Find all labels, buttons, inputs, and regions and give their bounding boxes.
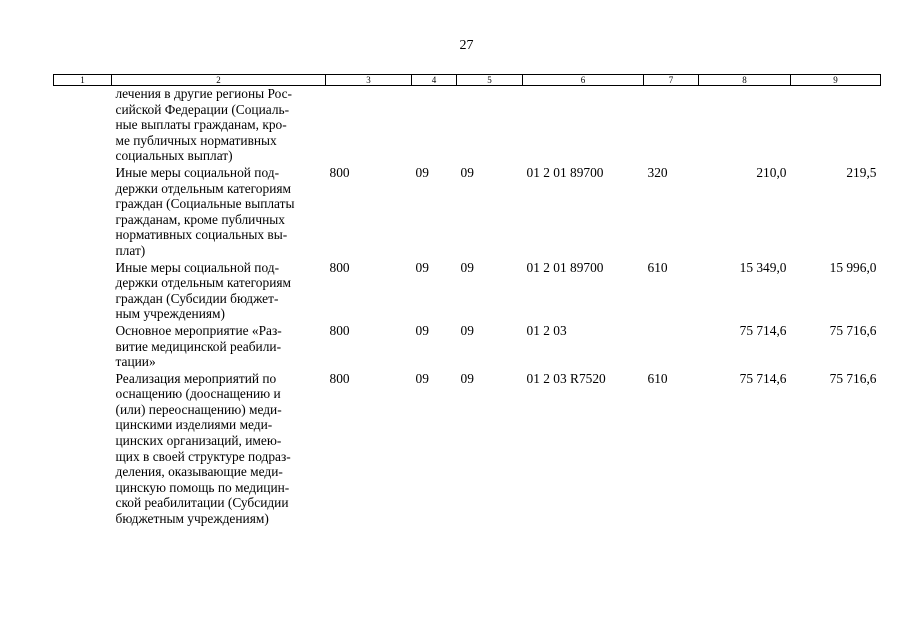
row-name-line: ской реабилитации (Субсидии (115, 495, 289, 511)
row-col-9: 219,5 (846, 164, 877, 180)
column-header-6: 6 (523, 75, 644, 86)
table-row (54, 371, 881, 528)
row-col-4: 09 (415, 164, 429, 180)
column-header-1: 1 (54, 75, 112, 86)
row-col-6: 01 2 03 R7520 (526, 370, 606, 386)
row-name-line: социальных выплат) (115, 148, 233, 164)
row-col-3 (326, 86, 412, 165)
row-col-6: 01 2 03 (526, 322, 567, 338)
table-row (54, 165, 881, 260)
column-header-5: 5 (457, 75, 523, 86)
row-col-4: 09 (415, 322, 429, 338)
row-col-8 (699, 86, 791, 165)
row-name-line: цинских организаций, имею- (115, 433, 282, 449)
row-col-7: 610 (647, 370, 668, 386)
row-col-3: 800 (329, 322, 350, 338)
row-col-3: 800 (329, 164, 350, 180)
row-col-1 (54, 260, 112, 323)
row-col-5: 09 (460, 322, 474, 338)
row-name-line: лечения в другие регионы Рос- (115, 86, 293, 101)
row-name-line: Иные меры социальной под- (115, 164, 280, 180)
column-header-8: 8 (699, 75, 791, 86)
row-name-cell (112, 86, 326, 165)
row-col-1 (54, 86, 112, 165)
table-row (54, 86, 881, 165)
table-row (54, 323, 881, 371)
row-col-6: 01 2 01 89700 (526, 164, 604, 180)
column-header-7: 7 (644, 75, 699, 86)
row-name-line: оснащению (дооснащению и (115, 386, 281, 402)
row-name-line: цинскую помощь по медицин- (115, 479, 290, 495)
row-name-line: тации» (115, 354, 156, 370)
column-header-9: 9 (791, 75, 881, 86)
row-name-line: нормативных социальных вы- (115, 227, 288, 243)
row-col-6: 01 2 01 89700 (526, 259, 604, 275)
row-name-line: щих в своей структуре подраз- (115, 448, 291, 464)
row-name-cell (112, 260, 326, 323)
row-col-4: 09 (415, 259, 429, 275)
row-col-5: 09 (460, 370, 474, 386)
row-col-5: 09 (460, 259, 474, 275)
row-col-7 (644, 323, 699, 371)
row-col-8: 75 714,6 (739, 322, 787, 338)
row-col-1 (54, 371, 112, 528)
row-col-7: 610 (647, 259, 668, 275)
row-col-7 (644, 86, 699, 165)
row-name-line: плат) (115, 242, 146, 258)
row-name-line: бюджетным учреждениям) (115, 511, 269, 527)
row-name-line: деления, оказывающие меди- (115, 464, 283, 480)
row-col-7: 320 (647, 164, 668, 180)
column-header-3: 3 (326, 75, 412, 86)
row-name-line: сийской Федерации (Социаль- (115, 101, 290, 117)
row-name-line: (или) переоснащению) меди- (115, 401, 282, 417)
row-col-9: 75 716,6 (829, 370, 877, 386)
row-col-1 (54, 165, 112, 260)
row-col-4: 09 (415, 370, 429, 386)
row-name-line: держки отдельным категориям (115, 180, 291, 196)
column-header-2: 2 (112, 75, 326, 86)
row-col-8: 15 349,0 (739, 259, 787, 275)
row-name-cell (112, 371, 326, 528)
row-col-5: 09 (460, 164, 474, 180)
row-name-cell (112, 323, 326, 371)
row-name-line: держки отдельным категориям (115, 275, 291, 291)
row-name-line: граждан (Социальные выплаты (115, 196, 295, 212)
row-name-line: граждан (Субсидии бюджет- (115, 290, 279, 306)
row-name-line: Иные меры социальной под- (115, 259, 280, 275)
row-col-6 (523, 86, 644, 165)
table-row (54, 260, 881, 323)
budget-table (53, 74, 881, 528)
row-name-line: гражданам, кроме публичных (115, 211, 285, 227)
row-name-line: Реализация мероприятий по (115, 370, 277, 386)
row-name-line: ме публичных нормативных (115, 132, 277, 148)
row-name-line: ные выплаты гражданам, кро- (115, 117, 287, 133)
row-col-5 (457, 86, 523, 165)
row-name-line: витие медицинской реабили- (115, 338, 282, 354)
row-col-9 (791, 86, 881, 165)
row-name-line: Основное мероприятие «Раз- (115, 322, 282, 338)
row-name-line: цинскими изделиями меди- (115, 417, 273, 433)
row-col-8: 210,0 (756, 164, 787, 180)
column-header-4: 4 (412, 75, 457, 86)
row-name-line: ным учреждениям) (115, 306, 225, 322)
row-name-cell (112, 165, 326, 260)
row-col-9: 75 716,6 (829, 322, 877, 338)
row-col-8: 75 714,6 (739, 370, 787, 386)
row-col-1 (54, 323, 112, 371)
column-number-row (54, 75, 881, 86)
page-number: 27 (459, 38, 474, 53)
row-col-3: 800 (329, 370, 350, 386)
table-body (54, 86, 881, 528)
row-col-3: 800 (329, 259, 350, 275)
row-col-4 (412, 86, 457, 165)
row-col-9: 15 996,0 (829, 259, 877, 275)
